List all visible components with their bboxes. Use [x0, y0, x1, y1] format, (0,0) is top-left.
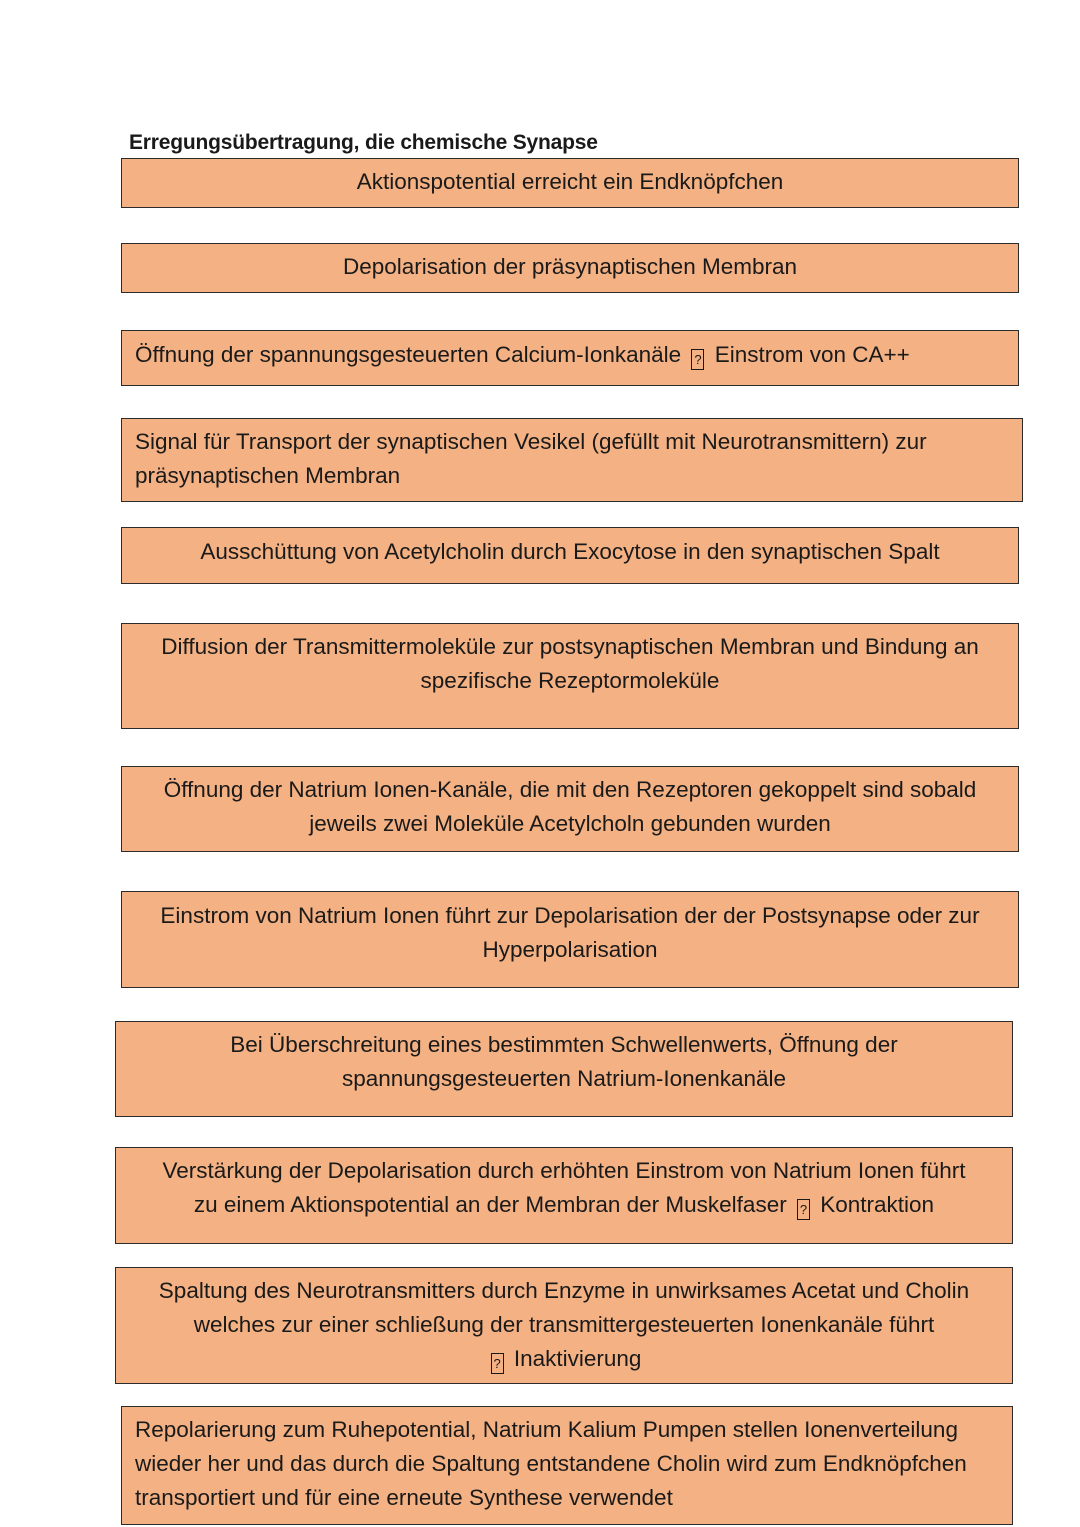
step-text-part: zu einem Aktionspotential an der Membran der Muskelfaser: [193, 1192, 787, 1217]
step-text: Hyperpolarisation: [482, 937, 658, 962]
step-text-part: Einstrom von CA++: [714, 342, 910, 367]
step-box-6: [121, 623, 1019, 729]
step-box-3: [121, 330, 1019, 386]
step-text: welches zur einer schließung der transmittergesteuerten Ionenkanäle führt: [193, 1312, 935, 1337]
step-text: wieder her und das durch die Spaltung entstandene Cholin wird zum Endknöpfchen: [135, 1451, 967, 1476]
step-text: Aktionspotential erreicht ein Endknöpfchen: [356, 169, 784, 194]
step-text: Ausschüttung von Acetylcholin durch Exocytose in den synaptischen Spalt: [200, 539, 940, 564]
step-text: Depolarisation der präsynaptischen Membran: [343, 254, 797, 279]
step-text: Spaltung des Neurotransmitters durch Enzyme in unwirksames Acetat und Cholin: [158, 1278, 970, 1303]
missing-glyph-icon: ?: [691, 349, 704, 370]
step-box-5: [121, 527, 1019, 584]
step-box-1: [121, 158, 1019, 208]
missing-glyph-icon: ?: [797, 1199, 810, 1220]
step-text: Verstärkung der Depolarisation durch erhöhten Einstrom von Natrium Ionen führt: [162, 1158, 966, 1183]
step-text: präsynaptischen Membran: [135, 463, 401, 488]
step-box-9: [115, 1021, 1013, 1117]
step-text-part: Inaktivierung: [513, 1346, 642, 1371]
step-text: Einstrom von Natrium Ionen führt zur Depolarisation der der Postsynapse oder zur: [160, 903, 980, 928]
missing-glyph-icon: ?: [491, 1353, 504, 1374]
step-box-2: [121, 243, 1019, 293]
step-text: [116, 1188, 1012, 1222]
step-text: Öffnung der Natrium Ionen-Kanäle, die mit den Rezeptoren gekoppelt sind sobald: [163, 777, 977, 802]
step-text: spannungsgesteuerten Natrium-Ionenkanäle: [341, 1066, 787, 1091]
step-text-part: Öffnung der spannungsgesteuerten Calcium-Ionkanäle: [135, 342, 682, 367]
step-text: jeweils zwei Moleküle Acetylcholn gebunden wurden: [309, 811, 831, 836]
page-title: Erregungsübertragung, die chemische Synapse: [129, 131, 598, 154]
step-box-12: [121, 1406, 1013, 1525]
step-text: spezifische Rezeptormoleküle: [420, 668, 720, 693]
step-text: Signal für Transport der synaptischen Vesikel (gefüllt mit Neurotransmittern) zur: [135, 429, 927, 454]
step-box-11: [115, 1267, 1013, 1384]
step-text: Diffusion der Transmittermoleküle zur postsynaptischen Membran und Bindung an: [161, 634, 979, 659]
step-text: [135, 338, 1018, 372]
step-text-part: Kontraktion: [820, 1192, 935, 1217]
step-text: [116, 1342, 1012, 1376]
step-box-10: [115, 1147, 1013, 1244]
step-box-7: [121, 766, 1019, 852]
step-text: Repolarierung zum Ruhepotential, Natrium Kalium Pumpen stellen Ionenverteilung: [135, 1417, 958, 1442]
step-text: Bei Überschreitung eines bestimmten Schwellenwerts, Öffnung der: [230, 1032, 898, 1057]
step-box-8: [121, 891, 1019, 988]
step-box-4: [121, 418, 1023, 502]
step-text: transportiert und für eine erneute Synthese verwendet: [135, 1485, 673, 1510]
